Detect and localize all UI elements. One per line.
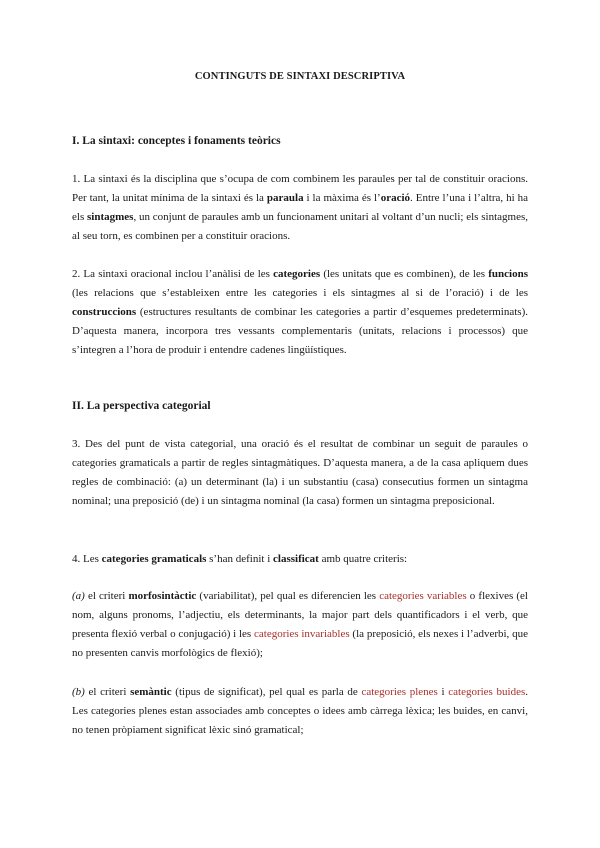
document-title: CONTINGUTS DE SINTAXI DESCRIPTIVA xyxy=(194,71,406,82)
paragraph-4: 4. Les categories gramaticals s’han definit i classificat amb quatre criteris: xyxy=(72,553,408,565)
term-categories-variables: categories variables xyxy=(379,590,467,602)
paragraph-criterion-a: (a) el criteri morfosintàctic (variabilitat), pel qual es diferencien les categories variables o flexives (el nom, alguns pronoms, l’adjectiu, els determinants, la major part dels quantificadors i el verb, que presenta flexió verbal o conjugació) i les categories invariables (la preposició, els nexes i l’adverbi, que no presenten canvis morfològics de flexió); xyxy=(72,590,528,659)
section-heading-1: I. La sintaxi: conceptes i fonaments teòrics xyxy=(72,135,281,147)
term-categories-invariables: categories invariables xyxy=(254,628,350,640)
term-categories-buides: categories buides xyxy=(448,686,526,698)
section-heading-2: II. La perspectiva categorial xyxy=(72,400,211,412)
paragraph-criterion-b: (b) el criteri semàntic (tipus de significat), pel qual es parla de categories plenes i categories buides. Les categories plenes estan associades amb conceptes o idees amb càrrega lèxica; les buides, en canvi, no tenen pròpiament significat lèxic sinó gramatical; xyxy=(72,686,528,736)
paragraph-2: 2. La sintaxi oracional inclou l’anàlisi de les categories (les unitats que es combinen), de les funcions (les relacions que s’estableixen entre les categories i els sintagmes al si de l’oració) i de les construccions (estructures resultants de combinar les categories a partir d’esquemes predeterminats). D’aquesta manera, incorpora tres vessants complementaris (unitats, relacions i processos) que s’integren a l’hora de produir i entendre cadenes lingüístiques. xyxy=(72,268,529,356)
paragraph-3: 3. Des del punt de vista categorial, una oració és el resultat de combinar un seguit de paraules o categories gramaticals a partir de regles sintagmàtiques. D’aquesta manera, a de la casa apliquem dues regles de combinació: (a) un determinant (la) i un substantiu (casa) consecutius formen un sintagma nominal; una preposició (de) i un sintagma nominal (la casa) formen un sintagma preposicional. xyxy=(72,438,528,507)
term-categories-plenes: categories plenes xyxy=(361,686,438,698)
paragraph-1: 1. La sintaxi és la disciplina que s’ocupa de com combinem les paraules per tal de constituir oracions. Per tant, la unitat mínima de la sintaxi és la paraula i la màxima és l’oració. Entre l’una i l’altra, hi ha els sintagmes, un conjunt de paraules amb un funcionament unitari al voltant d’un nucli; els sintagmes, al seu torn, es combinen per a constituir oracions. xyxy=(72,173,528,242)
